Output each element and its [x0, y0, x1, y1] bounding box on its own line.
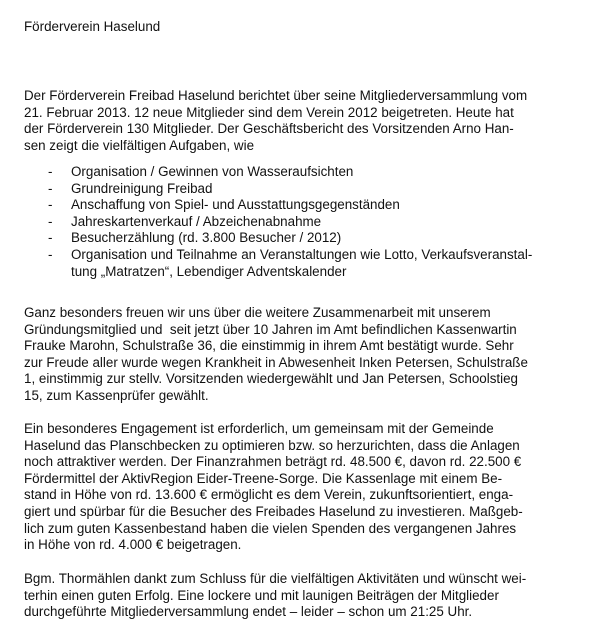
document-title: Förderverein Haselund: [24, 19, 161, 34]
text-line: Gründungsmitglied und seit jetzt über 10 Jahren im Amt befindlichen Kassenwartin: [24, 321, 517, 337]
text-line: giert und spürbar für die Besucher des Freibades Haselund zu investieren. Maßgeb-: [24, 503, 523, 519]
text-line: stand in Höhe von rd. 13.600 € ermöglicht es dem Verein, zukunftsorientiert, enga-: [24, 487, 514, 503]
list-item-text: Grundreinigung Freibad: [71, 180, 213, 196]
paragraph-closing: [24, 571, 594, 621]
list-bullet: -: [48, 164, 53, 179]
text-line: Haselund das Planschbecken zu optimieren bzw. so herzurichten, dass die Anlagen: [24, 437, 520, 453]
list-item-text: Jahreskartenverkauf / Abzeichenabnahme: [71, 213, 322, 229]
list-item: [48, 230, 600, 247]
text-line: noch attraktiver werden. Der Finanzrahmen beträgt rd. 48.500 €, davon rd. 22.500 €: [24, 454, 522, 470]
list-item-text: Organisation und Teilnahme an Veranstaltungen wie Lotto, Verkaufsveranstal-: [71, 246, 533, 262]
text-line: 15, zum Kassenprüfer gewählt.: [24, 387, 209, 403]
paragraph-intro: [24, 88, 594, 154]
task-list: [48, 164, 600, 280]
list-item: [48, 164, 600, 181]
paragraph-board: [24, 305, 594, 405]
list-item-text: Besucherzählung (rd. 3.800 Besucher / 2012): [71, 230, 342, 246]
text-line: 1, einstimmig zur stellv. Vorsitzenden wiedergewählt und Jan Petersen, Schoolstieg: [24, 371, 518, 387]
text-line: durchgeführte Mitgliederversammlung endet – leider – schon um 21:25 Uhr.: [24, 604, 473, 620]
text-line: der Förderverein 130 Mitglieder. Der Geschäftsbericht des Vorsitzenden Arno Han-: [24, 121, 514, 137]
text-line: Frauke Marohn, Schulstraße 36, die einstimmig in ihrem Amt bestätigt wurde. Sehr: [24, 338, 514, 354]
text-line: Fördermittel der AktivRegion Eider-Treene-Sorge. Die Kassenlage mit einem Be-: [24, 470, 503, 486]
text-line: Ganz besonders freuen wir uns über die weitere Zusammenarbeit mit unserem: [24, 305, 491, 320]
text-line: 21. Februar 2013. 12 neue Mitglieder sind dem Verein 2012 beigetreten. Heute hat: [24, 104, 514, 120]
list-item: [48, 181, 600, 198]
list-bullet: -: [48, 213, 53, 229]
text-line: sen zeigt die vielfältigen Aufgaben, wie: [24, 137, 255, 153]
list-item-text: Anschaffung von Spiel- und Ausstattungsgegenständen: [71, 197, 400, 213]
list-item: [48, 247, 600, 280]
list-bullet: -: [48, 197, 53, 213]
text-line: in Höhe von rd. 4.000 € beigetragen.: [24, 537, 242, 553]
text-line: zur Freude aller wurde wegen Krankheit in Abwesenheit Inken Petersen, Schulstraße: [24, 354, 528, 370]
text-line: Der Förderverein Freibad Haselund berichtet über seine Mitgliederversammlung vom: [24, 88, 528, 103]
list-bullet: -: [48, 246, 53, 262]
list-item-text: tung „Matratzen“, Lebendiger Adventskalender: [71, 263, 347, 279]
list-bullet: -: [48, 230, 53, 246]
paragraph-finances: [24, 421, 594, 554]
list-item: [48, 197, 600, 214]
list-bullet: -: [48, 180, 53, 196]
text-line: Ein besonderes Engagement ist erforderlich, um gemeinsam mit der Gemeinde: [24, 421, 494, 436]
text-line: lich zum guten Kassenbestand haben die vielen Spenden des vergangenen Jahres: [24, 520, 517, 536]
list-item-text: Organisation / Gewinnen von Wasseraufsichten: [71, 164, 354, 179]
list-item: [48, 214, 600, 231]
text-line: terhin einen guten Erfolg. Eine lockere und mit launigen Beiträgen der Mitglieder: [24, 587, 499, 603]
text-line: Bgm. Thormählen dankt zum Schluss für die vielfältigen Aktivitäten und wünscht wei-: [24, 571, 527, 586]
